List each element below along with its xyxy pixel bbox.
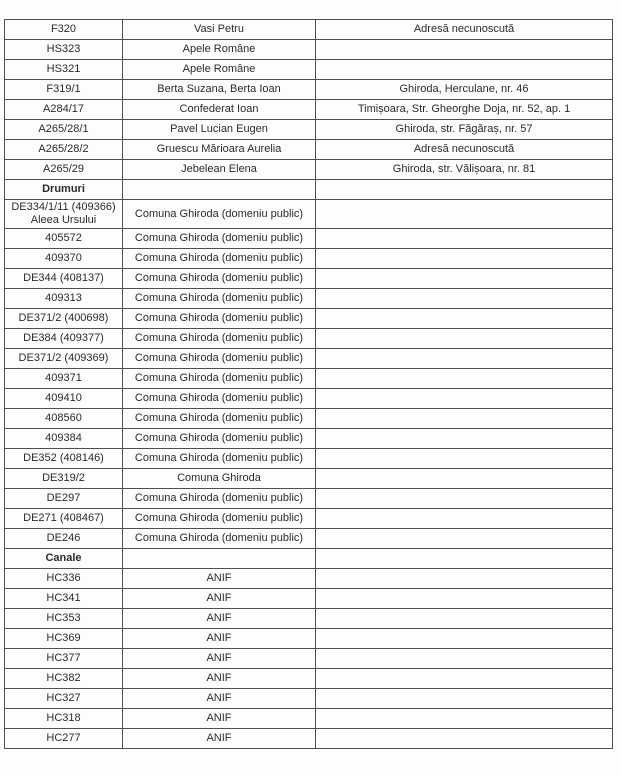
cell-address — [316, 180, 613, 200]
cell-text: F320 — [50, 23, 77, 35]
cell-owner — [123, 549, 316, 569]
cell-id — [5, 589, 123, 609]
cell-id — [5, 549, 123, 569]
cell-owner — [123, 529, 316, 549]
table-row — [5, 649, 613, 669]
cell-text: Comuna Ghiroda (domeniu public) — [134, 512, 304, 524]
cell-owner — [123, 289, 316, 309]
table-row — [5, 529, 613, 549]
table-row — [5, 509, 613, 529]
cell-text: DE334/1/11 (409366) — [11, 201, 116, 213]
table-row — [5, 689, 613, 709]
cell-text: Adresă necunoscută — [413, 143, 515, 155]
section-row — [5, 549, 613, 569]
table-row — [5, 569, 613, 589]
cell-id — [5, 289, 123, 309]
cell-text: Drumuri — [42, 183, 85, 195]
cell-id — [5, 489, 123, 509]
cell-owner — [123, 269, 316, 289]
cell-text: 409371 — [45, 372, 82, 384]
cell-text: 409313 — [45, 292, 82, 304]
cell-text: A284/17 — [43, 103, 84, 115]
cell-text: DE352 (408146) — [23, 452, 104, 464]
cell-address — [316, 729, 613, 749]
cell-address — [316, 269, 613, 289]
cell-id — [5, 100, 123, 120]
cell-text: HS321 — [46, 63, 81, 75]
cell-text: Comuna Ghiroda — [177, 472, 261, 484]
cell-text: Comuna Ghiroda (domeniu public) — [134, 207, 304, 220]
cell-owner — [123, 409, 316, 429]
table-body — [5, 20, 613, 749]
cell-text: 408560 — [45, 412, 82, 424]
table-row — [5, 489, 613, 509]
table-row — [5, 469, 613, 489]
cell-address — [316, 509, 613, 529]
cell-address — [316, 289, 613, 309]
cell-address — [316, 649, 613, 669]
cell-text: Comuna Ghiroda (domeniu public) — [134, 412, 304, 424]
table-row — [5, 349, 613, 369]
cell-text: Berta Suzana, Berta Ioan — [157, 83, 281, 95]
cell-address — [316, 629, 613, 649]
cell-id — [5, 449, 123, 469]
cell-text: Comuna Ghiroda (domeniu public) — [134, 372, 304, 384]
cell-address — [316, 429, 613, 449]
table-row — [5, 100, 613, 120]
cell-text: Comuna Ghiroda (domeniu public) — [134, 532, 304, 544]
cell-id — [5, 429, 123, 449]
table-row — [5, 249, 613, 269]
cell-owner — [123, 329, 316, 349]
cell-id — [5, 689, 123, 709]
cell-id — [5, 609, 123, 629]
cell-owner — [123, 80, 316, 100]
cell-address — [316, 60, 613, 80]
cell-text: HC369 — [46, 632, 81, 644]
cell-address — [316, 409, 613, 429]
cell-id — [5, 329, 123, 349]
cell-id — [5, 140, 123, 160]
cell-id — [5, 60, 123, 80]
cell-text: Ghiroda, str. Făgăraș, nr. 57 — [395, 123, 533, 135]
cell-text: Gruescu Mărioara Aurelia — [156, 143, 282, 155]
cell-address — [316, 709, 613, 729]
cell-owner — [123, 649, 316, 669]
cell-text: HC336 — [46, 572, 81, 584]
cell-id — [5, 200, 123, 229]
cell-address — [316, 120, 613, 140]
cell-address — [316, 200, 613, 229]
table-row — [5, 229, 613, 249]
cell-id — [5, 729, 123, 749]
cell-address — [316, 100, 613, 120]
cell-owner — [123, 309, 316, 329]
cell-text: HC341 — [46, 592, 81, 604]
table-row — [5, 409, 613, 429]
cell-text: DE246 — [46, 532, 81, 544]
table-row — [5, 709, 613, 729]
cell-id — [5, 160, 123, 180]
cell-text: Comuna Ghiroda (domeniu public) — [134, 432, 304, 444]
table-row — [5, 160, 613, 180]
cell-text: Ghiroda, str. Vălișoara, nr. 81 — [392, 163, 536, 175]
cell-owner — [123, 100, 316, 120]
table-row — [5, 369, 613, 389]
cell-id — [5, 369, 123, 389]
cell-text: 409410 — [45, 392, 82, 404]
cell-text: ANIF — [206, 632, 232, 644]
cell-owner — [123, 449, 316, 469]
cell-owner — [123, 429, 316, 449]
cell-address — [316, 40, 613, 60]
cell-text: HS323 — [46, 43, 81, 55]
cell-address — [316, 369, 613, 389]
cell-owner — [123, 509, 316, 529]
cell-text: 409384 — [45, 432, 82, 444]
cell-text: 409370 — [45, 252, 82, 264]
cell-id — [5, 229, 123, 249]
cell-owner — [123, 60, 316, 80]
cell-text: ANIF — [206, 652, 232, 664]
cell-id — [5, 469, 123, 489]
table-row — [5, 629, 613, 649]
cell-id — [5, 709, 123, 729]
cell-text: DE344 (408137) — [23, 272, 104, 284]
cell-text: ANIF — [206, 692, 232, 704]
table-row — [5, 120, 613, 140]
cell-address — [316, 140, 613, 160]
cell-address — [316, 609, 613, 629]
cell-text: HC353 — [46, 612, 81, 624]
cell-id — [5, 669, 123, 689]
cell-owner — [123, 40, 316, 60]
cell-owner — [123, 180, 316, 200]
cell-text: Comuna Ghiroda (domeniu public) — [134, 452, 304, 464]
cell-text: A265/29 — [43, 163, 84, 175]
table-row — [5, 389, 613, 409]
cell-owner — [123, 729, 316, 749]
cell-text: Adresă necunoscută — [413, 23, 515, 35]
cell-owner — [123, 569, 316, 589]
table-row — [5, 309, 613, 329]
cell-text: HC318 — [46, 712, 81, 724]
cell-address — [316, 669, 613, 689]
cell-id — [5, 529, 123, 549]
cell-text: HC277 — [46, 732, 81, 744]
cell-text: Comuna Ghiroda (domeniu public) — [134, 332, 304, 344]
cell-id — [5, 180, 123, 200]
cell-address — [316, 20, 613, 40]
cell-owner — [123, 389, 316, 409]
cell-text: Pavel Lucian Eugen — [170, 123, 268, 135]
cell-owner — [123, 589, 316, 609]
section-row — [5, 180, 613, 200]
cell-address — [316, 309, 613, 329]
cell-text: DE371/2 (400698) — [18, 312, 109, 324]
cell-id — [5, 349, 123, 369]
cell-text: 405572 — [45, 232, 82, 244]
table-row — [5, 200, 613, 229]
cell-owner — [123, 200, 316, 229]
cell-owner — [123, 709, 316, 729]
cell-owner — [123, 229, 316, 249]
cell-owner — [123, 609, 316, 629]
cell-text: Comuna Ghiroda (domeniu public) — [134, 492, 304, 504]
cell-text: Apele Române — [182, 63, 256, 75]
cell-text: ANIF — [206, 592, 232, 604]
cell-id — [5, 120, 123, 140]
cell-text: Comuna Ghiroda (domeniu public) — [134, 392, 304, 404]
cell-address — [316, 229, 613, 249]
cell-id — [5, 389, 123, 409]
cell-owner — [123, 469, 316, 489]
cell-owner — [123, 349, 316, 369]
cell-text: DE297 — [46, 492, 81, 504]
cell-text: Comuna Ghiroda (domeniu public) — [134, 352, 304, 364]
cell-address — [316, 549, 613, 569]
cell-address — [316, 469, 613, 489]
table-row — [5, 140, 613, 160]
cell-text: A265/28/2 — [38, 143, 89, 155]
cell-text: ANIF — [206, 572, 232, 584]
cell-text: Comuna Ghiroda (domeniu public) — [134, 272, 304, 284]
table-row — [5, 429, 613, 449]
cell-address — [316, 349, 613, 369]
cell-text: Jebelean Elena — [181, 163, 257, 175]
cell-id — [5, 649, 123, 669]
table-row — [5, 80, 613, 100]
cell-id — [5, 80, 123, 100]
cell-id — [5, 40, 123, 60]
cell-text: DE371/2 (409369) — [18, 352, 109, 364]
cell-text: HC382 — [46, 672, 81, 684]
cell-text: Ghiroda, Herculane, nr. 46 — [399, 83, 529, 95]
cell-text: Comuna Ghiroda (domeniu public) — [134, 312, 304, 324]
cell-id — [5, 629, 123, 649]
table-row — [5, 329, 613, 349]
cell-owner — [123, 140, 316, 160]
table-row — [5, 449, 613, 469]
cell-address — [316, 249, 613, 269]
cell-id — [5, 569, 123, 589]
cell-address — [316, 449, 613, 469]
cell-text: Vasi Petru — [194, 23, 244, 35]
cell-text: HC377 — [46, 652, 81, 664]
cell-text-line2: Aleea Ursului — [30, 214, 97, 226]
cell-text: Comuna Ghiroda (domeniu public) — [134, 292, 304, 304]
cell-text: F319/1 — [46, 83, 81, 95]
cell-text: Comuna Ghiroda (domeniu public) — [134, 252, 304, 264]
cell-id — [5, 249, 123, 269]
cell-owner — [123, 160, 316, 180]
property-parcels-table — [4, 19, 613, 749]
cell-owner — [123, 120, 316, 140]
cell-id — [5, 509, 123, 529]
cell-address — [316, 689, 613, 709]
cell-address — [316, 569, 613, 589]
table-row — [5, 729, 613, 749]
cell-address — [316, 529, 613, 549]
table-row — [5, 669, 613, 689]
cell-text: Apele Române — [182, 43, 256, 55]
table-row — [5, 60, 613, 80]
cell-text: Confederat Ioan — [179, 103, 259, 115]
cell-owner — [123, 249, 316, 269]
cell-id — [5, 309, 123, 329]
table-row — [5, 289, 613, 309]
table-row — [5, 40, 613, 60]
cell-text: HC327 — [46, 692, 81, 704]
table-row — [5, 269, 613, 289]
cell-address — [316, 160, 613, 180]
cell-id — [5, 269, 123, 289]
cell-text: A265/28/1 — [38, 123, 89, 135]
cell-id — [5, 409, 123, 429]
cell-text: ANIF — [206, 732, 232, 744]
cell-text: ANIF — [206, 612, 232, 624]
cell-text: DE384 (409377) — [23, 332, 104, 344]
cell-address — [316, 389, 613, 409]
cell-owner — [123, 20, 316, 40]
cell-owner — [123, 669, 316, 689]
cell-owner — [123, 689, 316, 709]
cell-owner — [123, 629, 316, 649]
cell-address — [316, 489, 613, 509]
table-row — [5, 589, 613, 609]
cell-owner — [123, 369, 316, 389]
cell-text: Canale — [45, 552, 82, 564]
cell-address — [316, 329, 613, 349]
table-row — [5, 20, 613, 40]
cell-text: ANIF — [206, 672, 232, 684]
cell-id — [5, 20, 123, 40]
cell-text: DE319/2 — [42, 472, 85, 484]
cell-text: ANIF — [206, 712, 232, 724]
cell-owner — [123, 489, 316, 509]
cell-text: Comuna Ghiroda (domeniu public) — [134, 232, 304, 244]
cell-text: DE271 (408467) — [23, 512, 104, 524]
cell-address — [316, 80, 613, 100]
table-row — [5, 609, 613, 629]
cell-text: Timișoara, Str. Gheorghe Doja, nr. 52, ap. 1 — [357, 103, 571, 115]
cell-address — [316, 589, 613, 609]
